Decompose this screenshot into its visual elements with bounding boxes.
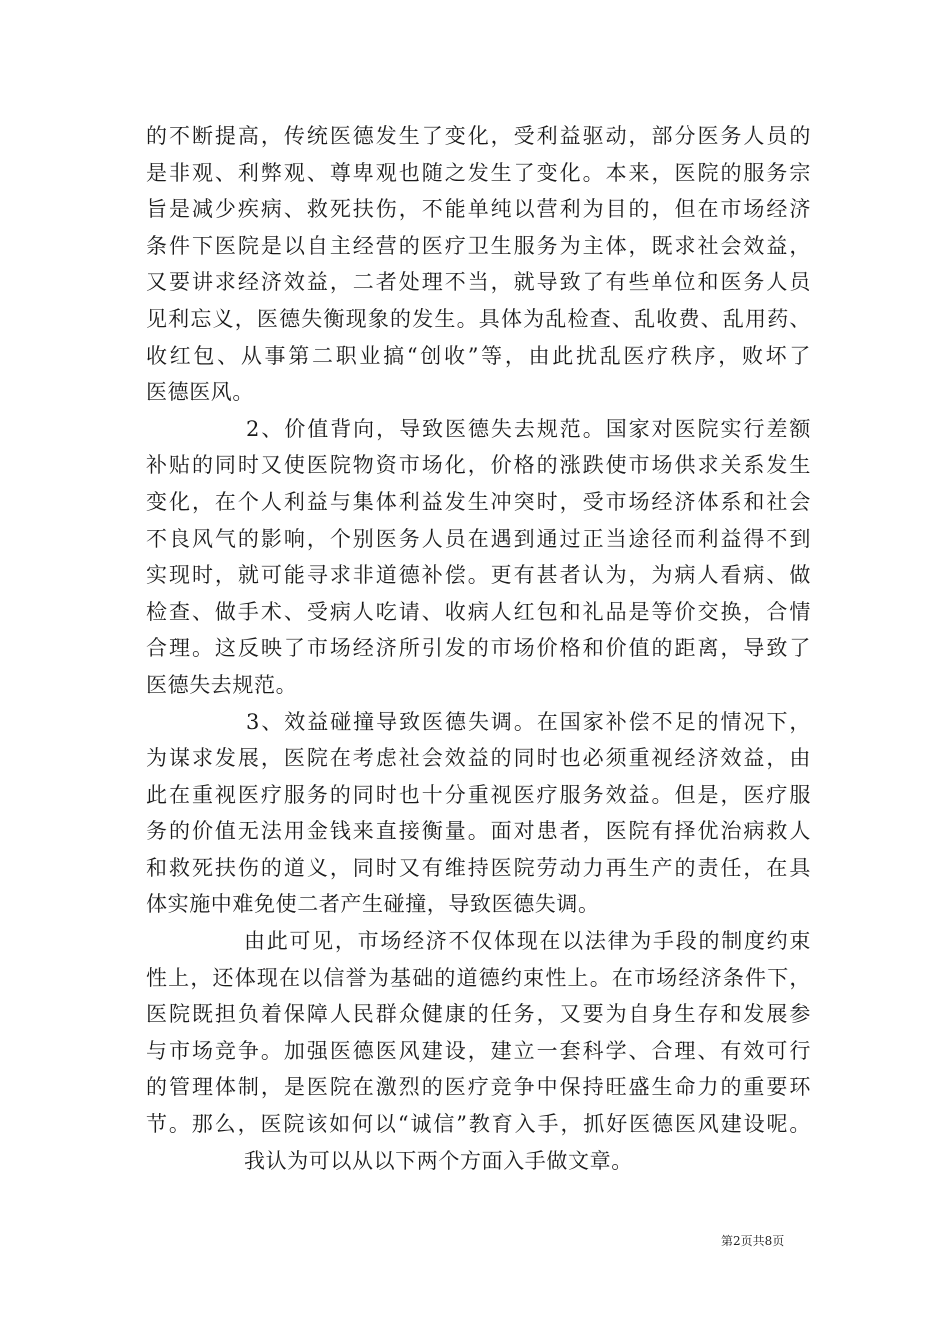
text-line: 的管理体制，是医院在激烈的医疗竞争中保持旺盛生命力的重要环 [146, 1075, 811, 1100]
text-line: 医德失去规范。 [146, 672, 298, 697]
text-line: 变化，在个人利益与集体利益发生冲突时，受市场经济体系和社会 [146, 489, 811, 514]
paragraph-summary-line: 由此可见，市场经济不仅体现在以法律为手段的制度约束 [244, 929, 811, 954]
text-line: 的不断提高，传统医德发生了变化，受利益驱动，部分医务人员的 [146, 124, 811, 148]
text-line: 医院既担负着保障人民群众健康的任务，又要为自身生存和发展参 [146, 1002, 811, 1027]
text-line: 节。那么，医院该如何以“诚信”教育入手，抓好医德医风建设呢。 [146, 1112, 811, 1137]
document-body [146, 118, 811, 1179]
text-line: 此在重视医疗服务的同时也十分重视医疗服务效益。但是，医疗服 [146, 782, 811, 807]
text-line: 与市场竞争。加强医德医风建设，建立一套科学、合理、有效可行 [146, 1038, 811, 1063]
text-line: 是非观、利弊观、尊卑观也随之发生了变化。本来，医院的服务宗 [146, 160, 811, 185]
text-line: 体实施中难免使二者产生碰撞，导致医德失调。 [146, 892, 600, 917]
text-line: 不良风气的影响，个别医务人员在遇到通过正当途径而利益得不到 [146, 526, 811, 551]
text-line: 检查、做手术、受病人吃请、收病人红包和礼品是等价交换，合情 [146, 599, 811, 624]
text-line: 性上，还体现在以信誉为基础的道德约束性上。在市场经济条件下， [146, 965, 811, 990]
text-line: 医德医风。 [146, 380, 254, 405]
text-line: 收红包、从事第二职业搞“创收”等，由此扰乱医疗秩序，败坏了 [146, 343, 811, 368]
paragraph-3-heading-line: 3、效益碰撞导致医德失调。在国家补偿不足的情况下， [246, 709, 811, 734]
text-line: 合理。这反映了市场经济所引发的市场价格和价值的距离，导致了 [146, 636, 811, 661]
paragraph-2-heading-line: 2、价值背向，导致医德失去规范。国家对医院实行差额 [246, 416, 811, 441]
closing-line: 我认为可以从以下两个方面入手做文章。 [244, 1148, 633, 1173]
text-line: 旨是减少疾病、救死扶伤，不能单纯以营利为目的，但在市场经济 [146, 197, 811, 222]
text-line: 和救死扶伤的道义，同时又有维持医院劳动力再生产的责任，在具 [146, 855, 811, 880]
text-line: 为谋求发展，医院在考虑社会效益的同时也必须重视经济效益，由 [146, 746, 811, 771]
text-line: 见利忘义，医德失衡现象的发生。具体为乱检查、乱收费、乱用药、 [146, 306, 811, 331]
text-line: 实现时，就可能寻求非道德补偿。更有甚者认为，为病人看病、做 [146, 563, 811, 588]
text-line: 补贴的同时又使医院物资市场化，价格的涨跌使市场供求关系发生 [146, 453, 811, 478]
text-line: 又要讲求经济效益，二者处理不当，就导致了有些单位和医务人员 [146, 270, 811, 295]
text-line: 条件下医院是以自主经营的医疗卫生服务为主体，既求社会效益， [146, 233, 811, 258]
page-number-footer: 第2页共8页 [721, 1234, 785, 1248]
text-line: 务的价值无法用金钱来直接衡量。面对患者，医院有择优治病救人 [146, 819, 811, 844]
